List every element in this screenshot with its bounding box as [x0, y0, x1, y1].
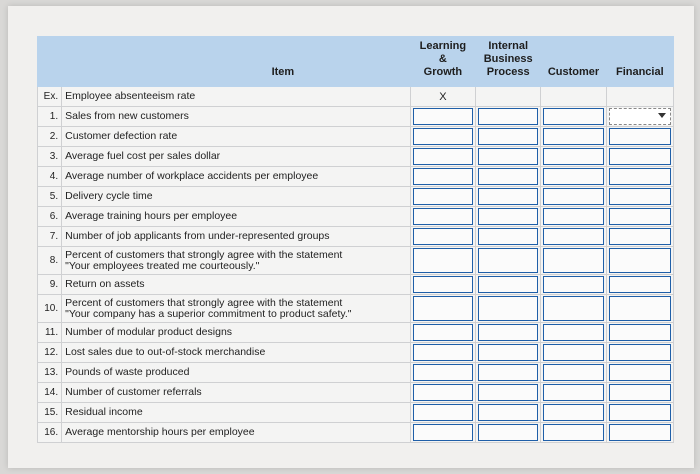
cell-financial: [606, 187, 673, 207]
cell-financial: [606, 383, 673, 403]
category-select-financial[interactable]: [609, 208, 671, 225]
cell-customer: [541, 167, 606, 187]
cell-financial: [606, 295, 673, 323]
cell-financial: [606, 167, 673, 187]
cell-customer: [541, 247, 606, 275]
category-select-financial[interactable]: [609, 148, 671, 165]
category-select-internal-business-process[interactable]: [478, 128, 538, 145]
category-select-internal-business-process[interactable]: [478, 364, 538, 381]
cell-learning-growth: [410, 107, 475, 127]
category-select-financial[interactable]: [609, 364, 671, 381]
row-label: [62, 247, 411, 275]
category-select-financial[interactable]: [609, 228, 671, 245]
row-number: 15.: [38, 403, 62, 423]
category-select-learning-growth[interactable]: [413, 364, 473, 381]
cell-learning-growth: [410, 363, 475, 383]
cell-customer: [541, 295, 606, 323]
row-number: 12.: [38, 343, 62, 363]
category-select-customer[interactable]: [543, 148, 603, 165]
cell-internal-business-process: [476, 207, 541, 227]
cell-internal-business-process: [476, 167, 541, 187]
table-row: [38, 227, 674, 247]
row-label: Lost sales due to out-of-stock merchandise: [62, 343, 411, 363]
table-row: [38, 323, 674, 343]
internal-business-process-header-line-1: Internal: [488, 40, 529, 52]
cell-internal-business-process: [476, 275, 541, 295]
cell-financial: [606, 147, 673, 167]
category-select-learning-growth[interactable]: [413, 424, 473, 441]
row-label: Customer defection rate: [62, 127, 411, 147]
category-select-financial[interactable]: [609, 248, 671, 273]
category-select-customer[interactable]: [543, 296, 603, 321]
cell-financial: [606, 247, 673, 275]
category-select-customer[interactable]: [543, 404, 603, 421]
example-mark-customer: [541, 87, 606, 107]
category-select-learning-growth[interactable]: [413, 188, 473, 205]
row-label: Average training hours per employee: [62, 207, 411, 227]
row-label: Residual income: [62, 403, 411, 423]
cell-learning-growth: [410, 295, 475, 323]
category-select-financial[interactable]: [609, 384, 671, 401]
learning-growth-header: [410, 37, 475, 87]
cell-customer: [541, 383, 606, 403]
category-select-internal-business-process[interactable]: [478, 188, 538, 205]
chevron-down-icon[interactable]: [658, 113, 666, 118]
table-row: [38, 423, 674, 443]
category-select-learning-growth[interactable]: [413, 404, 473, 421]
row-label: Delivery cycle time: [62, 187, 411, 207]
category-select-internal-business-process[interactable]: [478, 384, 538, 401]
cell-learning-growth: [410, 275, 475, 295]
row-number: 1.: [38, 107, 62, 127]
category-select-internal-business-process[interactable]: [478, 424, 538, 441]
category-select-customer[interactable]: [543, 424, 603, 441]
table-row: [38, 187, 674, 207]
cell-internal-business-process: [476, 187, 541, 207]
cell-learning-growth: [410, 147, 475, 167]
cell-internal-business-process: [476, 107, 541, 127]
category-select-internal-business-process[interactable]: [478, 344, 538, 361]
cell-learning-growth: [410, 323, 475, 343]
row-label: Sales from new customers: [62, 107, 411, 127]
category-select-internal-business-process[interactable]: [478, 168, 538, 185]
cell-financial: [606, 343, 673, 363]
internal-business-process-header-line-3: Process: [486, 66, 530, 78]
table-row: [38, 383, 674, 403]
category-select-learning-growth[interactable]: [413, 324, 473, 341]
cell-customer: [541, 403, 606, 423]
cell-financial: [606, 207, 673, 227]
category-select-customer[interactable]: [543, 248, 603, 273]
table-row: [38, 147, 674, 167]
row-label: Average fuel cost per sales dollar: [62, 147, 411, 167]
row-label: Number of job applicants from under-represented groups: [62, 227, 411, 247]
row-number: 9.: [38, 275, 62, 295]
category-select-customer[interactable]: [543, 384, 603, 401]
category-select-financial[interactable]: [609, 168, 671, 185]
row-number: 3.: [38, 147, 62, 167]
category-select-learning-growth[interactable]: [413, 128, 473, 145]
cell-customer: [541, 343, 606, 363]
category-select-financial[interactable]: [609, 128, 671, 145]
cell-learning-growth: [410, 403, 475, 423]
cell-financial: [606, 275, 673, 295]
row-label-line: Percent of customers that strongly agree with the statement: [65, 296, 343, 309]
worksheet: [8, 6, 694, 468]
category-select-financial[interactable]: [609, 404, 671, 421]
table-row: [38, 207, 674, 227]
cell-financial: [606, 423, 673, 443]
category-select-customer[interactable]: [543, 228, 603, 245]
cell-learning-growth: [410, 167, 475, 187]
cell-customer: [541, 423, 606, 443]
cell-internal-business-process: [476, 423, 541, 443]
category-select-customer[interactable]: [543, 208, 603, 225]
learning-growth-header-line-3: Growth: [423, 66, 463, 78]
table-row: [38, 403, 674, 423]
cell-customer: [541, 363, 606, 383]
cell-customer: [541, 187, 606, 207]
category-select-learning-growth[interactable]: [413, 296, 473, 321]
table-row: [38, 167, 674, 187]
cell-financial: [606, 363, 673, 383]
category-select-financial[interactable]: [609, 344, 671, 361]
cell-learning-growth: [410, 127, 475, 147]
row-number: 8.: [38, 247, 62, 275]
category-select-learning-growth[interactable]: [413, 148, 473, 165]
cell-learning-growth: [410, 227, 475, 247]
cell-learning-growth: [410, 247, 475, 275]
row-label: Pounds of waste produced: [62, 363, 411, 383]
learning-growth-header-line-2: &: [438, 53, 447, 65]
row-label-line: Percent of customers that strongly agree with the statement: [65, 248, 343, 261]
row-number: 16.: [38, 423, 62, 443]
cell-internal-business-process: [476, 147, 541, 167]
row-label-line: "Your employees treated me courteously.": [65, 259, 260, 272]
cell-customer: [541, 127, 606, 147]
internal-business-process-header: [476, 37, 541, 87]
table-row: [38, 343, 674, 363]
cell-internal-business-process: [476, 343, 541, 363]
row-label: Average number of workplace accidents per employee: [62, 167, 411, 187]
category-select-customer[interactable]: [543, 344, 603, 361]
cell-internal-business-process: [476, 363, 541, 383]
table-row: [38, 363, 674, 383]
row-label: Average mentorship hours per employee: [62, 423, 411, 443]
row-number: 13.: [38, 363, 62, 383]
category-select-customer[interactable]: [543, 128, 603, 145]
cell-financial: [606, 227, 673, 247]
row-number: 2.: [38, 127, 62, 147]
category-select-financial[interactable]: [609, 188, 671, 205]
example-mark-learning-growth: X: [410, 87, 475, 107]
cell-financial: [606, 127, 673, 147]
row-number: 4.: [38, 167, 62, 187]
financial-header: Financial: [606, 37, 673, 87]
row-number: 6.: [38, 207, 62, 227]
row-number: 11.: [38, 323, 62, 343]
cell-internal-business-process: [476, 323, 541, 343]
cell-learning-growth: [410, 383, 475, 403]
category-select-customer[interactable]: [543, 276, 603, 293]
category-select-financial[interactable]: [609, 424, 671, 441]
cell-customer: [541, 207, 606, 227]
category-select-financial[interactable]: [609, 108, 671, 125]
header-row: [38, 37, 674, 87]
cell-internal-business-process: [476, 127, 541, 147]
cell-learning-growth: [410, 207, 475, 227]
category-select-internal-business-process[interactable]: [478, 248, 538, 273]
row-label: [62, 295, 411, 323]
category-select-internal-business-process[interactable]: [478, 276, 538, 293]
row-number: 10.: [38, 295, 62, 323]
category-select-internal-business-process[interactable]: [478, 404, 538, 421]
category-select-internal-business-process[interactable]: [478, 148, 538, 165]
example-mark-financial: [606, 87, 673, 107]
category-select-learning-growth[interactable]: [413, 108, 473, 125]
row-label-line: "Your company has a superior commitment to product safety.": [65, 307, 352, 320]
cell-internal-business-process: [476, 403, 541, 423]
category-select-customer[interactable]: [543, 324, 603, 341]
cell-financial: [606, 107, 673, 127]
learning-growth-header-line-1: Learning: [419, 40, 467, 52]
cell-financial: [606, 403, 673, 423]
cell-customer: [541, 323, 606, 343]
example-row: [38, 87, 674, 107]
example-label: Employee absenteeism rate: [62, 87, 411, 107]
example-number: Ex.: [38, 87, 62, 107]
category-select-customer[interactable]: [543, 188, 603, 205]
row-label: Return on assets: [62, 275, 411, 295]
internal-business-process-header-line-2: Business: [483, 53, 533, 65]
row-number: 14.: [38, 383, 62, 403]
row-number: 5.: [38, 187, 62, 207]
cell-customer: [541, 227, 606, 247]
cell-customer: [541, 107, 606, 127]
category-select-learning-growth[interactable]: [413, 168, 473, 185]
category-select-learning-growth[interactable]: [413, 276, 473, 293]
category-select-learning-growth[interactable]: [413, 248, 473, 273]
customer-header: Customer: [541, 37, 606, 87]
cell-learning-growth: [410, 423, 475, 443]
table-row: [38, 295, 674, 323]
cell-learning-growth: [410, 187, 475, 207]
category-select-internal-business-process[interactable]: [478, 228, 538, 245]
cell-customer: [541, 275, 606, 295]
table-row: [38, 127, 674, 147]
category-select-customer[interactable]: [543, 168, 603, 185]
category-select-learning-growth[interactable]: [413, 228, 473, 245]
cell-financial: [606, 323, 673, 343]
row-label: Number of modular product designs: [62, 323, 411, 343]
category-select-learning-growth[interactable]: [413, 208, 473, 225]
table-row: [38, 247, 674, 275]
cell-customer: [541, 147, 606, 167]
cell-internal-business-process: [476, 383, 541, 403]
category-select-internal-business-process[interactable]: [478, 108, 538, 125]
category-select-internal-business-process[interactable]: [478, 208, 538, 225]
category-select-learning-growth[interactable]: [413, 344, 473, 361]
cell-internal-business-process: [476, 247, 541, 275]
category-select-learning-growth[interactable]: [413, 384, 473, 401]
cell-learning-growth: [410, 343, 475, 363]
example-mark-internal-business-process: [476, 87, 541, 107]
cell-internal-business-process: [476, 295, 541, 323]
category-select-customer[interactable]: [543, 364, 603, 381]
category-select-customer[interactable]: [543, 108, 603, 125]
category-select-financial[interactable]: [609, 324, 671, 341]
table-row: [38, 107, 674, 127]
table-row: [38, 275, 674, 295]
row-label: Number of customer referrals: [62, 383, 411, 403]
category-select-financial[interactable]: [609, 276, 671, 293]
category-select-financial[interactable]: [609, 296, 671, 321]
item-header: Item: [38, 37, 411, 87]
row-number: 7.: [38, 227, 62, 247]
category-select-internal-business-process[interactable]: [478, 296, 538, 321]
category-select-internal-business-process[interactable]: [478, 324, 538, 341]
cell-internal-business-process: [476, 227, 541, 247]
balanced-scorecard-table: [37, 36, 674, 443]
